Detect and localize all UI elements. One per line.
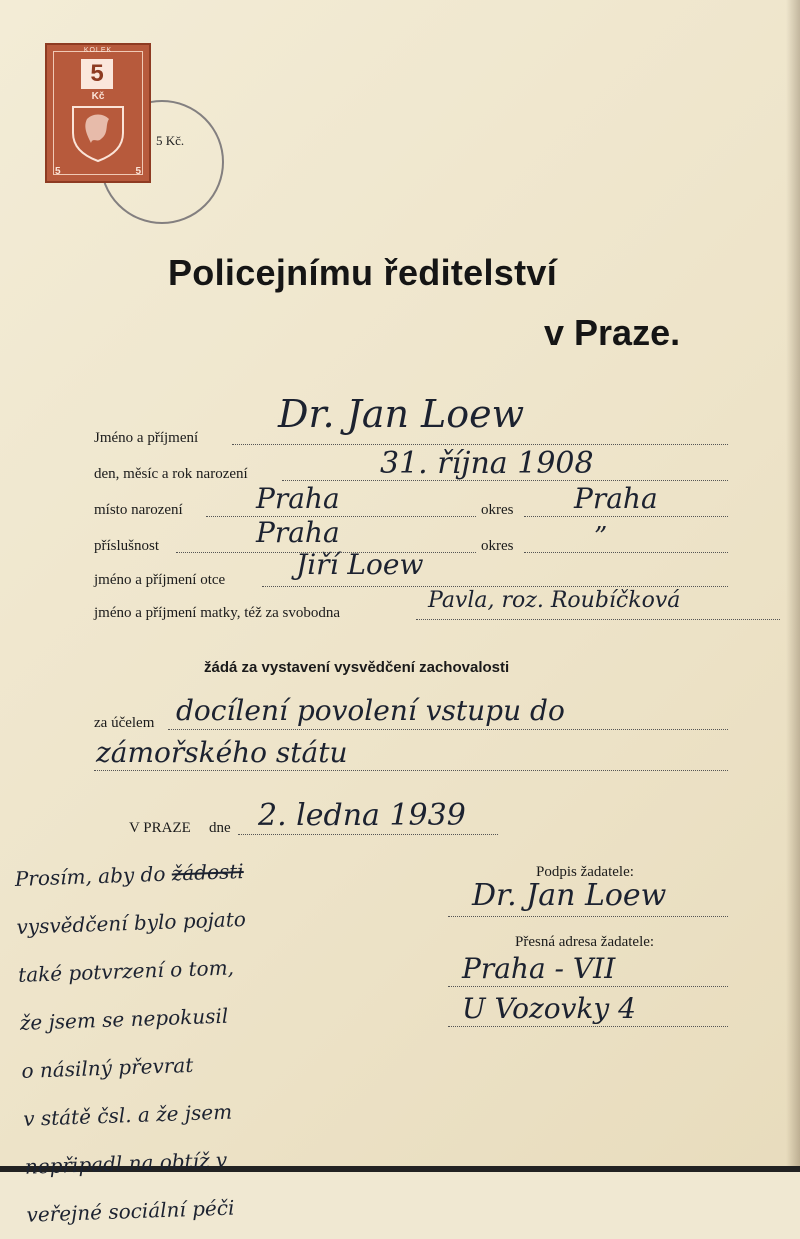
note-line-1-text: Prosím, aby do — [14, 861, 166, 891]
name-label: Jméno a příjmení — [94, 430, 199, 446]
purpose-value-line1: docílení povolení vstupu do — [176, 694, 565, 727]
note-line-6: v státě čsl. a že jsem — [22, 1099, 233, 1131]
address-value-line1: Praha - VII — [462, 952, 616, 985]
mother-line — [416, 619, 780, 620]
citizenship-district-label: okres — [481, 538, 514, 554]
place-label: V PRAZE — [129, 820, 191, 836]
request-heading: žádá za vystavení vysvědčení zachovalosti — [204, 659, 510, 676]
birth-date-label: den, měsíc a rok narození — [94, 466, 248, 482]
stamp-value: 5 — [81, 59, 113, 89]
father-line — [262, 586, 728, 587]
name-value: Dr. Jan Loew — [278, 392, 525, 436]
stamp-value-note: 5 Kč. — [156, 133, 185, 148]
birth-district-label: okres — [481, 502, 514, 518]
birthplace-value: Praha — [256, 482, 340, 515]
purpose-line-2 — [94, 770, 728, 771]
note-line-7: nepřipadl na obtíž v — [24, 1147, 228, 1179]
date-label: dne — [209, 820, 231, 836]
note-line-1-struck-word: žádosti — [171, 859, 245, 886]
mother-label: jméno a příjmení matky, též za svobodna — [94, 605, 341, 621]
stamp-corner-left: 5 — [55, 166, 61, 177]
birthplace-line — [206, 516, 476, 517]
address-line-1 — [448, 986, 728, 987]
signature-line — [448, 916, 728, 917]
coat-of-arms-icon — [65, 103, 131, 163]
stamp-currency: Kč — [91, 91, 105, 102]
note-line-8: veřejné sociální péči — [26, 1195, 235, 1227]
name-line — [232, 444, 728, 445]
signature-value: Dr. Jan Loew — [472, 878, 667, 913]
address-line-2 — [448, 1026, 728, 1027]
birth-district-value: Praha — [574, 482, 658, 515]
citizenship-value: Praha — [256, 516, 340, 549]
note-line-3: také potvrzení o tom, — [17, 955, 235, 987]
birth-district-line — [524, 516, 728, 517]
purpose-line-1 — [168, 729, 728, 730]
address-value-line2: U Vozovky 4 — [462, 992, 636, 1025]
father-label: jméno a příjmení otce — [94, 572, 226, 588]
revenue-stamp — [45, 43, 151, 183]
purpose-value-line2: zámořského státu — [96, 736, 348, 769]
stamp-top-text: KOLEK — [83, 47, 113, 54]
page-edge-shadow — [786, 0, 800, 1172]
address-label: Přesná adresa žadatele: — [515, 934, 655, 950]
mother-value: Pavla, roz. Roubíčková — [428, 588, 681, 613]
addressee-title: Policejnímu ředitelství — [168, 252, 558, 293]
stamp-corner-right: 5 — [135, 166, 141, 177]
note-line-2: vysvědčení bylo pojato — [16, 906, 247, 939]
note-line-5: o násilný převrat — [21, 1052, 194, 1083]
date-line — [238, 834, 498, 835]
citizenship-district-line — [524, 552, 728, 553]
handwritten-note — [14, 840, 447, 1238]
addressee-city: v Praze. — [544, 312, 681, 353]
birthplace-label: místo narození — [94, 502, 183, 518]
note-line-4: že jsem se nepokusil — [19, 1003, 229, 1035]
purpose-label: za účelem — [94, 715, 155, 731]
citizenship-district-value: ” — [594, 522, 608, 552]
citizenship-label: příslušnost — [94, 538, 160, 554]
birth-date-value: 31. října 1908 — [380, 446, 594, 481]
father-value: Jiří Loew — [296, 548, 424, 581]
signature-label: Podpis žadatele: — [536, 864, 634, 880]
date-value: 2. ledna 1939 — [258, 798, 466, 833]
